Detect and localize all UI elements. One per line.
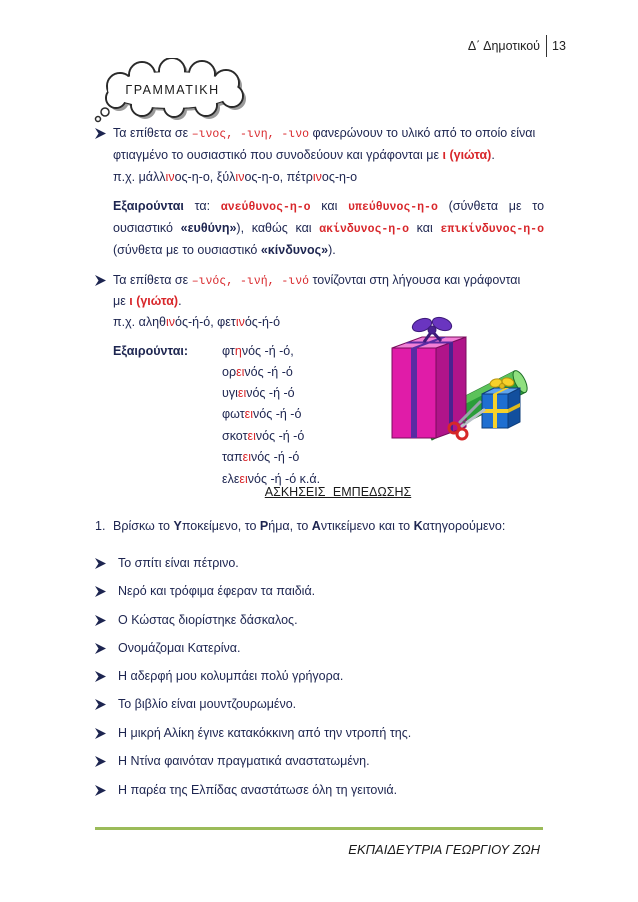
text-segment: –ινός, -ινή, -ινό xyxy=(191,275,310,288)
text-segment: ει xyxy=(239,472,248,486)
text-segment: ποκείμενο, το xyxy=(181,519,260,533)
exercise-sentence: Νερό και τρόφιμα έφεραν τα παιδιά. xyxy=(118,584,316,598)
text-segment: Εξαιρούνται xyxy=(113,199,184,213)
text-segment: νός -ή -ό xyxy=(255,429,305,443)
exception-item xyxy=(222,363,293,381)
text-segment: ος-η-ο, πέτρ xyxy=(244,170,313,184)
exercise-sentence: Ο Κώστας διορίστηκε δάσκαλος. xyxy=(118,613,298,627)
text-segment: (σύνθετα με το xyxy=(437,199,545,213)
rule1-exceptions-line2 xyxy=(113,219,544,237)
text-segment: ορ xyxy=(222,365,237,379)
bullet-arrow-icon xyxy=(95,699,106,710)
text-segment: νός -ή -ό xyxy=(244,365,293,379)
text-segment: ουσιαστικό xyxy=(113,221,181,235)
text-segment: Α xyxy=(311,519,321,533)
page-number: 13 xyxy=(552,39,566,53)
text-segment: ει xyxy=(247,429,256,443)
exercise-sentence: Η παρέα της Ελπίδας αναστάτωσε όλη τη γειτονιά. xyxy=(118,783,398,797)
text-segment: ος-η-ο, ξύλ xyxy=(174,170,236,184)
text-segment: σκοτ xyxy=(222,429,248,443)
text-segment: και xyxy=(408,221,441,235)
text-segment: νός -ή -ό xyxy=(246,386,295,400)
rule1-line2 xyxy=(113,146,495,164)
exercise-instruction xyxy=(113,517,505,535)
text-segment: ). xyxy=(328,243,336,257)
text-segment: νός -ή -ό κ.ά. xyxy=(247,472,321,486)
bullet-arrow-icon xyxy=(95,615,106,626)
text-segment: ι (γιώτα) xyxy=(442,148,492,162)
exercises-title: ΑΣΚΗΣΕΙΣ ΕΜΠΕΔΩΣΗΣ xyxy=(264,485,412,499)
bullet-arrow-icon xyxy=(95,128,106,139)
header-divider xyxy=(546,35,547,57)
text-segment: νός -ή -ό, xyxy=(241,344,294,358)
exercise-sentence: Το βιβλίο είναι μουντζουρωμένο. xyxy=(118,697,297,711)
text-segment: (σύνθετα με το ουσιαστικό xyxy=(113,243,261,257)
text-segment: ατηγορούμενο: xyxy=(422,519,506,533)
text-segment: «κίνδυνος» xyxy=(260,243,329,257)
exception-item xyxy=(222,384,295,402)
rule1-exceptions-line3 xyxy=(113,241,336,259)
text-segment: υγι xyxy=(222,386,238,400)
text-segment: ος-η-ο xyxy=(321,170,358,184)
rule2-line2 xyxy=(113,292,182,310)
exercise-sentence: Η μικρή Αλίκη έγινε κατακόκκινη από την ντροπή της. xyxy=(118,726,412,740)
exercise-sentence: Ονομάζομαι Κατερίνα. xyxy=(118,641,241,655)
text-segment: τονίζονται στη λήγουσα και γράφονται xyxy=(309,273,521,287)
text-segment: φτιαγμένο το ουσιαστικό που συνοδεύουν και γράφονται με xyxy=(113,148,443,162)
text-segment: Ρ xyxy=(259,519,269,533)
text-segment: ι (γιώτα) xyxy=(129,294,179,308)
gift-boxes-illustration xyxy=(380,310,530,445)
rule2-example xyxy=(113,313,280,331)
text-segment: ακίνδυνος-η-ο xyxy=(319,223,409,236)
text-segment: ει xyxy=(242,450,251,464)
exception-item xyxy=(222,405,301,423)
bullet-arrow-icon xyxy=(95,275,106,286)
pink-gift-box xyxy=(392,315,466,438)
text-segment: ντικείμενο και το xyxy=(320,519,414,533)
text-segment: ), καθώς και xyxy=(236,221,320,235)
rule2-line1 xyxy=(113,271,520,289)
text-segment: ει xyxy=(244,407,253,421)
text-segment: ανεύθυνος-η-ο xyxy=(220,201,311,214)
footer-rule xyxy=(95,827,543,830)
text-segment: ός-ή-ό xyxy=(244,315,281,329)
bullet-arrow-icon xyxy=(95,728,106,739)
text-segment: «ευθύνη» xyxy=(180,221,237,235)
text-segment: και xyxy=(310,199,349,213)
text-segment: φανερώνουν το υλικό από το οποίο είναι xyxy=(309,126,536,140)
text-segment: νός -ή -ό xyxy=(253,407,302,421)
rule1-line1 xyxy=(113,124,535,142)
text-segment: . xyxy=(491,148,495,162)
text-segment: ιν xyxy=(165,170,175,184)
text-segment: . xyxy=(178,294,182,308)
text-segment: ελε xyxy=(222,472,240,486)
text-segment: π.χ. μάλλ xyxy=(113,170,166,184)
text-segment: ιν xyxy=(166,315,176,329)
exercise-sentence: Η Ντίνα φαινόταν πραγματικά αναστατωμένη. xyxy=(118,754,370,768)
exception-item xyxy=(222,448,299,466)
text-segment: ήμα, το xyxy=(268,519,312,533)
text-segment: τα: xyxy=(183,199,221,213)
text-segment: –ινος, -ινη, -ινο xyxy=(191,128,310,141)
text-segment: φτ xyxy=(222,344,235,358)
rule1-exceptions-line1 xyxy=(113,197,544,215)
rule2-exceptions-label: Εξαιρούνται: xyxy=(113,344,189,358)
text-segment: φωτ xyxy=(222,407,245,421)
footer-author: ΕΚΠΑΙΔΕΥΤΡΙΑ ΓΕΩΡΓΙΟΥ ΖΩΗ xyxy=(348,842,540,857)
text-segment: Τα επίθετα σε xyxy=(113,126,192,140)
exercise-sentence: Η αδερφή μου κολυμπάει πολύ γρήγορα. xyxy=(118,669,344,683)
rule1-example xyxy=(113,168,357,186)
text-segment: νός -ή -ό xyxy=(250,450,300,464)
text-segment: η xyxy=(234,344,242,358)
text-segment: ιν xyxy=(235,315,245,329)
bullet-arrow-icon xyxy=(95,643,106,654)
bullet-arrow-icon xyxy=(95,558,106,569)
text-segment: Υ xyxy=(173,519,182,533)
bullet-arrow-icon xyxy=(95,785,106,796)
text-segment: ιν xyxy=(312,170,322,184)
text-segment: ός-ή-ό, φετ xyxy=(175,315,236,329)
text-segment: Βρίσκω το xyxy=(113,519,174,533)
exception-item xyxy=(222,342,294,360)
text-segment: π.χ. αληθ xyxy=(113,315,166,329)
text-segment: υπεύθυνος-η-ο xyxy=(348,201,438,214)
text-segment: ταπ xyxy=(222,450,243,464)
exercise-number: 1. xyxy=(95,519,106,533)
text-segment: ει xyxy=(236,365,245,379)
text-segment: ιν xyxy=(235,170,245,184)
text-segment: Τα επίθετα σε xyxy=(113,273,192,287)
grade-label: Δ΄ Δημοτικού xyxy=(467,39,540,53)
text-segment: Κ xyxy=(413,519,423,533)
exception-item xyxy=(222,427,304,445)
exercise-sentence: Το σπίτι είναι πέτρινο. xyxy=(118,556,239,570)
bullet-arrow-icon xyxy=(95,586,106,597)
bullet-arrow-icon xyxy=(95,671,106,682)
text-segment: ει xyxy=(237,386,247,400)
bullet-arrow-icon xyxy=(95,756,106,767)
text-segment: επικίνδυνος-η-ο xyxy=(440,223,544,236)
grammar-title: ΓΡΑΜΜΑΤΙΚΗ xyxy=(125,83,220,97)
text-segment: με xyxy=(113,294,130,308)
